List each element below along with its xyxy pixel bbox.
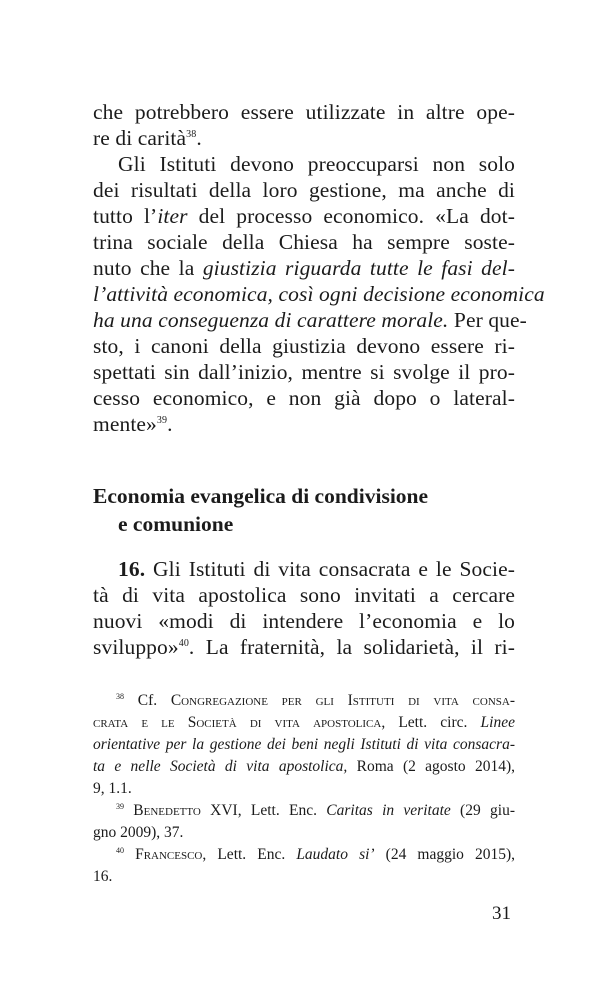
footnote-line: $^{39}$ Benedetto XVI, Lett. Enc. Caritas in veritate (29 giu- [116, 802, 515, 819]
footnote-ref: 39 [156, 415, 168, 426]
footnote-line: $^{38}$ Cf. Congregazione per gli Istituti di vita consa- [116, 692, 515, 709]
footnote-40 [93, 844, 515, 888]
paragraph-number: 16. [118, 557, 146, 581]
text-line: sto, i canoni della giustizia devono essere ri- [93, 334, 515, 358]
text-line: dei risultati della loro gestione, ma anche di [93, 178, 515, 202]
text-line: Gli Istituti devono preoccuparsi non solo [118, 152, 515, 176]
footnote-38 [93, 690, 515, 800]
footnote-39 [93, 800, 515, 844]
footnote-line: ta e nelle Società di vita apostolica, Roma (2 agosto 2014), [93, 758, 515, 775]
footnote-line: $^{40}$ Francesco, Lett. Enc. Laudato si’ (24 maggio 2015), [116, 846, 515, 863]
text-line: nuto che la giustizia riguarda tutte le fasi del- [93, 256, 515, 280]
text-line: cesso economico, e non già dopo o lateral- [93, 386, 515, 410]
text-line: mente»$^{39}$. [93, 412, 173, 436]
text-line: ha una conseguenza di carattere morale. Per que- [93, 308, 527, 332]
text-line: l’attività economica, così ogni decisione economica [93, 282, 545, 306]
paragraph-continued [93, 99, 515, 151]
text-line: spettati sin dall’inizio, mentre si svolge il pro- [93, 360, 515, 384]
heading-line: Economia evangelica di condivisione [93, 484, 429, 508]
text-line: trina sociale della Chiesa ha sempre soste- [93, 230, 515, 254]
footnote-line: orientative per la gestione dei beni negli Istituti di vita consacra- [93, 736, 515, 753]
text-line: re di carità$^{38}$. [93, 126, 202, 150]
footnote-line: gno 2009), 37. [93, 824, 184, 841]
paragraph-16 [93, 556, 515, 660]
heading-line: e comunione [118, 512, 234, 536]
text-line: nuovi «modi di intendere l’economia e lo [93, 609, 515, 633]
footnote-line: 9, 1.1. [93, 780, 132, 797]
text-line: tutto l’iter del processo economico. «La dot- [93, 204, 515, 228]
text-line: che potrebbero essere utilizzate in altre ope- [93, 100, 515, 124]
text-line: tà di vita apostolica sono invitati a cercare [93, 583, 515, 607]
footnote-ref: 40 [178, 638, 189, 649]
paragraph-istituti [93, 151, 545, 437]
page-number: 31 [492, 903, 511, 924]
section-heading [93, 482, 515, 538]
footnote-line: crata e le Società di vita apostolica, Lett. circ. Linee [93, 714, 515, 731]
text-line: 16. Gli Istituti di vita consacrata e le Socie- [118, 557, 515, 581]
page-body [93, 99, 545, 888]
footnote-ref: 38 [186, 129, 197, 140]
footnote-line: 16. [93, 868, 113, 885]
footnotes [93, 690, 515, 888]
text-line: sviluppo»$^{40}$. La fraternità, la solidarietà, il ri- [93, 635, 515, 659]
